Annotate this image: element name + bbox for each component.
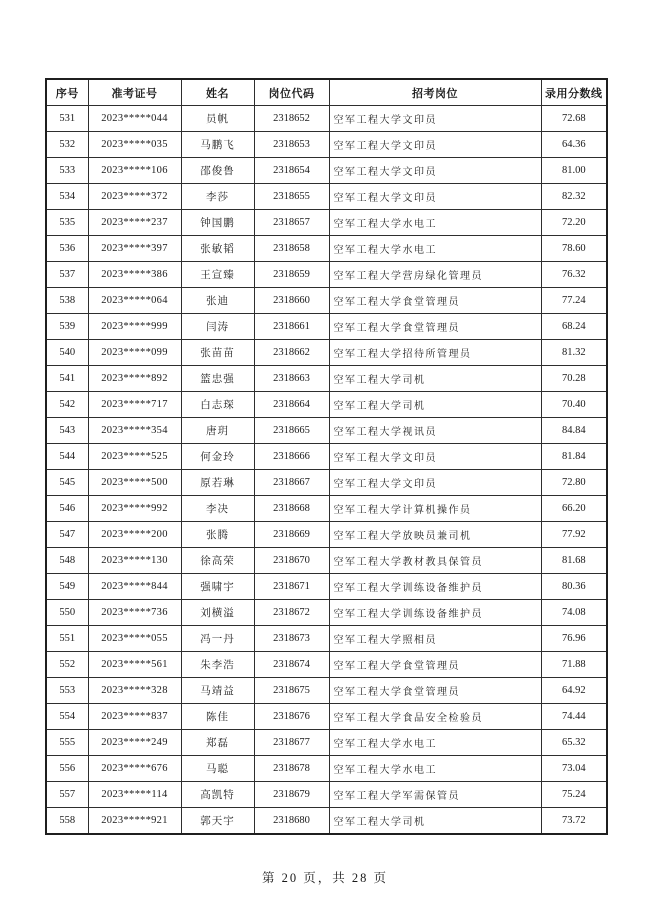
cell-score: 84.84	[541, 418, 607, 444]
table-row	[46, 756, 607, 782]
header-position: 招考岗位	[329, 79, 541, 106]
cell-score: 74.44	[541, 704, 607, 730]
table-row	[46, 626, 607, 652]
cell-name: 马鹏飞	[181, 132, 254, 158]
table-row	[46, 236, 607, 262]
cell-score: 77.24	[541, 288, 607, 314]
cell-name: 郭天宇	[181, 808, 254, 835]
cell-job-code: 2318667	[254, 470, 329, 496]
cell-job-code: 2318659	[254, 262, 329, 288]
table-row	[46, 132, 607, 158]
header-seq: 序号	[46, 79, 88, 106]
cell-seq: 549	[46, 574, 88, 600]
table-row	[46, 288, 607, 314]
cell-ticket-no: 2023*****561	[88, 652, 181, 678]
cell-job-code: 2318658	[254, 236, 329, 262]
table-row	[46, 548, 607, 574]
cell-position: 空军工程大学训练设备维护员	[329, 600, 541, 626]
cell-ticket-no: 2023*****044	[88, 106, 181, 132]
cell-name: 篮忠强	[181, 366, 254, 392]
table-row	[46, 444, 607, 470]
cell-score: 73.72	[541, 808, 607, 835]
cell-score: 70.28	[541, 366, 607, 392]
cell-name: 陈佳	[181, 704, 254, 730]
cell-ticket-no: 2023*****397	[88, 236, 181, 262]
cell-job-code: 2318670	[254, 548, 329, 574]
cell-seq: 536	[46, 236, 88, 262]
cell-position: 空军工程大学司机	[329, 808, 541, 835]
cell-name: 徐高荣	[181, 548, 254, 574]
table-row	[46, 704, 607, 730]
cell-score: 81.00	[541, 158, 607, 184]
cell-score: 76.96	[541, 626, 607, 652]
cell-job-code: 2318666	[254, 444, 329, 470]
cell-ticket-no: 2023*****717	[88, 392, 181, 418]
table-row	[46, 184, 607, 210]
cell-score: 81.84	[541, 444, 607, 470]
table-body	[46, 106, 607, 835]
cell-seq: 557	[46, 782, 88, 808]
cell-position: 空军工程大学放映员兼司机	[329, 522, 541, 548]
table-row	[46, 106, 607, 132]
cell-seq: 545	[46, 470, 88, 496]
header-score: 录用分数线	[541, 79, 607, 106]
cell-score: 77.92	[541, 522, 607, 548]
cell-ticket-no: 2023*****386	[88, 262, 181, 288]
cell-seq: 544	[46, 444, 88, 470]
cell-ticket-no: 2023*****372	[88, 184, 181, 210]
cell-score: 70.40	[541, 392, 607, 418]
cell-name: 张苗苗	[181, 340, 254, 366]
cell-ticket-no: 2023*****676	[88, 756, 181, 782]
cell-score: 82.32	[541, 184, 607, 210]
cell-name: 闫涛	[181, 314, 254, 340]
cell-name: 朱李浩	[181, 652, 254, 678]
results-table	[45, 78, 608, 835]
cell-ticket-no: 2023*****892	[88, 366, 181, 392]
cell-ticket-no: 2023*****055	[88, 626, 181, 652]
cell-name: 唐玥	[181, 418, 254, 444]
cell-job-code: 2318675	[254, 678, 329, 704]
cell-job-code: 2318674	[254, 652, 329, 678]
cell-ticket-no: 2023*****328	[88, 678, 181, 704]
table-row	[46, 496, 607, 522]
cell-name: 邵俊鲁	[181, 158, 254, 184]
cell-name: 刘横溢	[181, 600, 254, 626]
cell-seq: 546	[46, 496, 88, 522]
cell-name: 马靖益	[181, 678, 254, 704]
cell-score: 76.32	[541, 262, 607, 288]
cell-seq: 533	[46, 158, 88, 184]
cell-job-code: 2318664	[254, 392, 329, 418]
cell-position: 空军工程大学军需保管员	[329, 782, 541, 808]
cell-position: 空军工程大学文印员	[329, 106, 541, 132]
table-row	[46, 782, 607, 808]
table-row	[46, 522, 607, 548]
cell-score: 72.68	[541, 106, 607, 132]
cell-score: 80.36	[541, 574, 607, 600]
cell-seq: 532	[46, 132, 88, 158]
cell-job-code: 2318652	[254, 106, 329, 132]
table-header	[46, 79, 607, 106]
cell-name: 张腾	[181, 522, 254, 548]
table-row	[46, 652, 607, 678]
cell-ticket-no: 2023*****736	[88, 600, 181, 626]
cell-ticket-no: 2023*****114	[88, 782, 181, 808]
cell-score: 72.80	[541, 470, 607, 496]
cell-score: 68.24	[541, 314, 607, 340]
cell-name: 张迪	[181, 288, 254, 314]
cell-seq: 552	[46, 652, 88, 678]
cell-ticket-no: 2023*****200	[88, 522, 181, 548]
cell-score: 64.36	[541, 132, 607, 158]
cell-name: 郑磊	[181, 730, 254, 756]
cell-position: 空军工程大学水电工	[329, 730, 541, 756]
cell-job-code: 2318676	[254, 704, 329, 730]
cell-score: 72.20	[541, 210, 607, 236]
cell-seq: 554	[46, 704, 88, 730]
header-name: 姓名	[181, 79, 254, 106]
cell-ticket-no: 2023*****500	[88, 470, 181, 496]
cell-seq: 551	[46, 626, 88, 652]
table-header-row	[46, 79, 607, 106]
cell-ticket-no: 2023*****249	[88, 730, 181, 756]
table-row	[46, 392, 607, 418]
cell-job-code: 2318672	[254, 600, 329, 626]
cell-score: 65.32	[541, 730, 607, 756]
cell-score: 78.60	[541, 236, 607, 262]
table-row	[46, 366, 607, 392]
table-row	[46, 314, 607, 340]
cell-score: 75.24	[541, 782, 607, 808]
cell-seq: 531	[46, 106, 88, 132]
cell-position: 空军工程大学水电工	[329, 236, 541, 262]
cell-job-code: 2318653	[254, 132, 329, 158]
header-job-code: 岗位代码	[254, 79, 329, 106]
table-row	[46, 574, 607, 600]
cell-ticket-no: 2023*****106	[88, 158, 181, 184]
cell-position: 空军工程大学文印员	[329, 184, 541, 210]
cell-job-code: 2318662	[254, 340, 329, 366]
cell-position: 空军工程大学文印员	[329, 158, 541, 184]
cell-ticket-no: 2023*****035	[88, 132, 181, 158]
cell-job-code: 2318663	[254, 366, 329, 392]
cell-name: 王宣臻	[181, 262, 254, 288]
cell-position: 空军工程大学食品安全检验员	[329, 704, 541, 730]
cell-position: 空军工程大学文印员	[329, 470, 541, 496]
cell-ticket-no: 2023*****064	[88, 288, 181, 314]
table-row	[46, 418, 607, 444]
cell-job-code: 2318671	[254, 574, 329, 600]
cell-job-code: 2318669	[254, 522, 329, 548]
table-row	[46, 730, 607, 756]
cell-ticket-no: 2023*****130	[88, 548, 181, 574]
cell-seq: 558	[46, 808, 88, 835]
cell-position: 空军工程大学教材教具保管员	[329, 548, 541, 574]
page-indicator: 第 20 页，共 28 页	[261, 871, 388, 885]
cell-name: 张敏韬	[181, 236, 254, 262]
cell-name: 何金玲	[181, 444, 254, 470]
cell-seq: 553	[46, 678, 88, 704]
cell-position: 空军工程大学水电工	[329, 210, 541, 236]
table-row	[46, 470, 607, 496]
cell-score: 74.08	[541, 600, 607, 626]
cell-position: 空军工程大学食堂管理员	[329, 288, 541, 314]
table-row	[46, 808, 607, 835]
cell-position: 空军工程大学照相员	[329, 626, 541, 652]
cell-score: 81.32	[541, 340, 607, 366]
cell-ticket-no: 2023*****837	[88, 704, 181, 730]
cell-name: 马聪	[181, 756, 254, 782]
table-row	[46, 340, 607, 366]
cell-job-code: 2318660	[254, 288, 329, 314]
cell-position: 空军工程大学司机	[329, 366, 541, 392]
cell-seq: 540	[46, 340, 88, 366]
cell-ticket-no: 2023*****354	[88, 418, 181, 444]
cell-job-code: 2318657	[254, 210, 329, 236]
cell-position: 空军工程大学计算机操作员	[329, 496, 541, 522]
cell-position: 空军工程大学文印员	[329, 132, 541, 158]
cell-name: 钟国鹏	[181, 210, 254, 236]
cell-position: 空军工程大学文印员	[329, 444, 541, 470]
cell-position: 空军工程大学训练设备维护员	[329, 574, 541, 600]
cell-score: 71.88	[541, 652, 607, 678]
cell-ticket-no: 2023*****921	[88, 808, 181, 835]
cell-name: 强啸宇	[181, 574, 254, 600]
cell-ticket-no: 2023*****099	[88, 340, 181, 366]
cell-name: 冯一丹	[181, 626, 254, 652]
cell-seq: 535	[46, 210, 88, 236]
cell-job-code: 2318665	[254, 418, 329, 444]
table-row	[46, 600, 607, 626]
cell-position: 空军工程大学食堂管理员	[329, 652, 541, 678]
cell-job-code: 2318673	[254, 626, 329, 652]
cell-position: 空军工程大学食堂管理员	[329, 314, 541, 340]
cell-name: 员帆	[181, 106, 254, 132]
table-row	[46, 210, 607, 236]
cell-job-code: 2318668	[254, 496, 329, 522]
cell-name: 白志琛	[181, 392, 254, 418]
cell-position: 空军工程大学司机	[329, 392, 541, 418]
cell-seq: 534	[46, 184, 88, 210]
cell-seq: 550	[46, 600, 88, 626]
cell-seq: 537	[46, 262, 88, 288]
cell-seq: 555	[46, 730, 88, 756]
cell-name: 原若琳	[181, 470, 254, 496]
cell-job-code: 2318677	[254, 730, 329, 756]
cell-position: 空军工程大学营房绿化管理员	[329, 262, 541, 288]
cell-position: 空军工程大学招待所管理员	[329, 340, 541, 366]
cell-score: 64.92	[541, 678, 607, 704]
cell-ticket-no: 2023*****999	[88, 314, 181, 340]
cell-ticket-no: 2023*****525	[88, 444, 181, 470]
cell-score: 81.68	[541, 548, 607, 574]
cell-ticket-no: 2023*****992	[88, 496, 181, 522]
cell-score: 73.04	[541, 756, 607, 782]
cell-job-code: 2318654	[254, 158, 329, 184]
cell-position: 空军工程大学视讯员	[329, 418, 541, 444]
cell-name: 李决	[181, 496, 254, 522]
cell-seq: 542	[46, 392, 88, 418]
cell-seq: 539	[46, 314, 88, 340]
table-row	[46, 158, 607, 184]
cell-seq: 541	[46, 366, 88, 392]
cell-job-code: 2318661	[254, 314, 329, 340]
table-row	[46, 262, 607, 288]
cell-ticket-no: 2023*****237	[88, 210, 181, 236]
cell-seq: 543	[46, 418, 88, 444]
cell-ticket-no: 2023*****844	[88, 574, 181, 600]
header-ticket-no: 准考证号	[88, 79, 181, 106]
cell-job-code: 2318678	[254, 756, 329, 782]
cell-job-code: 2318679	[254, 782, 329, 808]
cell-seq: 547	[46, 522, 88, 548]
cell-position: 空军工程大学食堂管理员	[329, 678, 541, 704]
cell-score: 66.20	[541, 496, 607, 522]
cell-seq: 538	[46, 288, 88, 314]
cell-name: 李莎	[181, 184, 254, 210]
table-row	[46, 678, 607, 704]
cell-name: 高凯特	[181, 782, 254, 808]
cell-job-code: 2318680	[254, 808, 329, 835]
cell-job-code: 2318655	[254, 184, 329, 210]
cell-seq: 548	[46, 548, 88, 574]
cell-position: 空军工程大学水电工	[329, 756, 541, 782]
cell-seq: 556	[46, 756, 88, 782]
